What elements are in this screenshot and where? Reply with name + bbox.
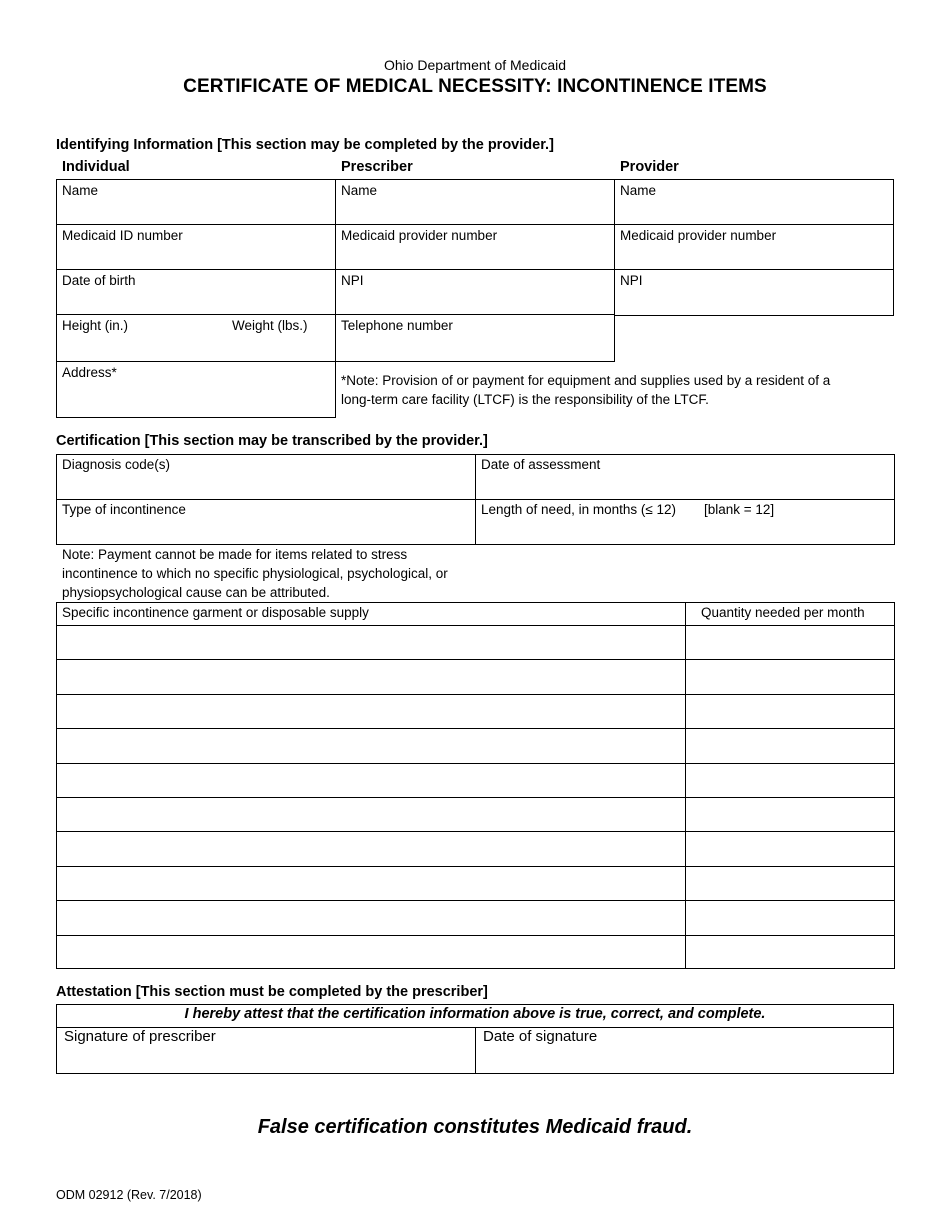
type-of-incontinence-field[interactable] xyxy=(56,499,476,545)
supply-item-cell[interactable] xyxy=(57,867,685,900)
length-of-need-label: Length of need, in months (≤ 12) xyxy=(481,502,677,517)
prescriber-name-field[interactable] xyxy=(335,179,615,225)
quantity-cell[interactable] xyxy=(686,729,894,762)
provider-npi-label: NPI xyxy=(620,273,643,288)
supply-item-cell[interactable] xyxy=(57,695,685,728)
diagnosis-code-label: Diagnosis code(s) xyxy=(62,457,171,472)
quantity-cell[interactable] xyxy=(686,832,894,865)
date-of-assessment-label: Date of assessment xyxy=(481,457,601,472)
ltcf-note-line-1: *Note: Provision of or payment for equipment and supplies used by a resident of a xyxy=(341,373,831,388)
individual-medicaid-id-field[interactable] xyxy=(56,224,336,270)
prescriber-telephone-field[interactable] xyxy=(335,314,615,362)
supply-item-cell[interactable] xyxy=(57,936,685,969)
identifying-section-heading: Identifying Information [This section may be completed by the provider.] xyxy=(56,137,554,153)
individual-medicaid-id-label: Medicaid ID number xyxy=(62,228,183,243)
prescriber-name-label: Name xyxy=(341,183,378,198)
supply-item-cell[interactable] xyxy=(57,832,685,865)
individual-name-label: Name xyxy=(62,183,99,198)
quantity-cell[interactable] xyxy=(686,798,894,831)
date-of-assessment-field[interactable] xyxy=(475,454,895,500)
supply-item-cell[interactable] xyxy=(57,729,685,762)
quantity-cell[interactable] xyxy=(686,764,894,797)
quantity-cell[interactable] xyxy=(686,936,894,969)
stress-note-line-1: Note: Payment cannot be made for items related to stress xyxy=(62,547,408,562)
provider-number-field[interactable] xyxy=(614,224,894,270)
attestation-statement: I hereby attest that the certification information above is true, correct, and complete. xyxy=(184,1006,766,1022)
individual-height-label: Height (in.) xyxy=(62,318,129,333)
type-of-incontinence-label: Type of incontinence xyxy=(62,502,186,517)
prescriber-provider-number-label: Medicaid provider number xyxy=(341,228,498,243)
supply-item-cell[interactable] xyxy=(57,901,685,934)
individual-height-weight-field[interactable] xyxy=(56,314,336,362)
signature-of-prescriber-field[interactable] xyxy=(57,1028,475,1073)
quantity-cell[interactable] xyxy=(686,867,894,900)
stress-note-line-3: physiopsychological cause can be attributed. xyxy=(62,585,330,600)
ltcf-note-line-2: long-term care facility (LTCF) is the responsibility of the LTCF. xyxy=(341,392,709,407)
individual-weight-label: Weight (lbs.) xyxy=(232,318,308,333)
prescriber-npi-field[interactable] xyxy=(335,269,615,315)
individual-dob-label: Date of birth xyxy=(62,273,136,288)
quantity-column-header: Quantity needed per month xyxy=(701,605,865,620)
quantity-cell[interactable] xyxy=(686,901,894,934)
prescriber-telephone-label: Telephone number xyxy=(341,318,453,333)
form-title: CERTIFICATE OF MEDICAL NECESSITY: INCONTINENCE ITEMS xyxy=(183,76,767,97)
form-number: ODM 02912 (Rev. 7/2018) xyxy=(56,1188,202,1202)
prescriber-column-heading: Prescriber xyxy=(341,159,413,175)
blank-equals-12-note: [blank = 12] xyxy=(704,502,775,517)
provider-column-heading: Provider xyxy=(620,159,679,175)
supply-item-cell[interactable] xyxy=(57,764,685,797)
provider-name-label: Name xyxy=(620,183,657,198)
stress-note-line-2: incontinence to which no specific physiological, psychological, or xyxy=(62,566,448,581)
supply-item-cell[interactable] xyxy=(57,798,685,831)
provider-number-label: Medicaid provider number xyxy=(620,228,777,243)
fraud-warning: False certification constitutes Medicaid fraud. xyxy=(257,1116,693,1138)
length-of-need-field[interactable] xyxy=(475,499,895,545)
signature-of-prescriber-label: Signature of prescriber xyxy=(64,1028,216,1045)
quantity-cell[interactable] xyxy=(686,660,894,693)
diagnosis-code-field[interactable] xyxy=(56,454,476,500)
certification-section-heading: Certification [This section may be transcribed by the provider.] xyxy=(56,433,488,449)
individual-address-field[interactable] xyxy=(56,361,336,418)
supply-item-cell[interactable] xyxy=(57,626,685,659)
quantity-cell[interactable] xyxy=(686,695,894,728)
date-of-signature-field[interactable] xyxy=(476,1028,893,1073)
individual-address-label: Address* xyxy=(62,365,117,380)
provider-name-field[interactable] xyxy=(614,179,894,225)
date-of-signature-label: Date of signature xyxy=(483,1028,598,1045)
individual-column-heading: Individual xyxy=(62,159,130,175)
supply-item-cell[interactable] xyxy=(57,660,685,693)
prescriber-npi-label: NPI xyxy=(341,273,364,288)
attestation-section-heading: Attestation [This section must be completed by the prescriber] xyxy=(56,984,488,1000)
agency-name: Ohio Department of Medicaid xyxy=(383,57,567,73)
individual-dob-field[interactable] xyxy=(56,269,336,315)
supply-column-header: Specific incontinence garment or disposable supply xyxy=(62,605,369,620)
provider-npi-field[interactable] xyxy=(614,269,894,316)
quantity-cell[interactable] xyxy=(686,626,894,659)
prescriber-provider-number-field[interactable] xyxy=(335,224,615,270)
individual-name-field[interactable] xyxy=(56,179,336,225)
